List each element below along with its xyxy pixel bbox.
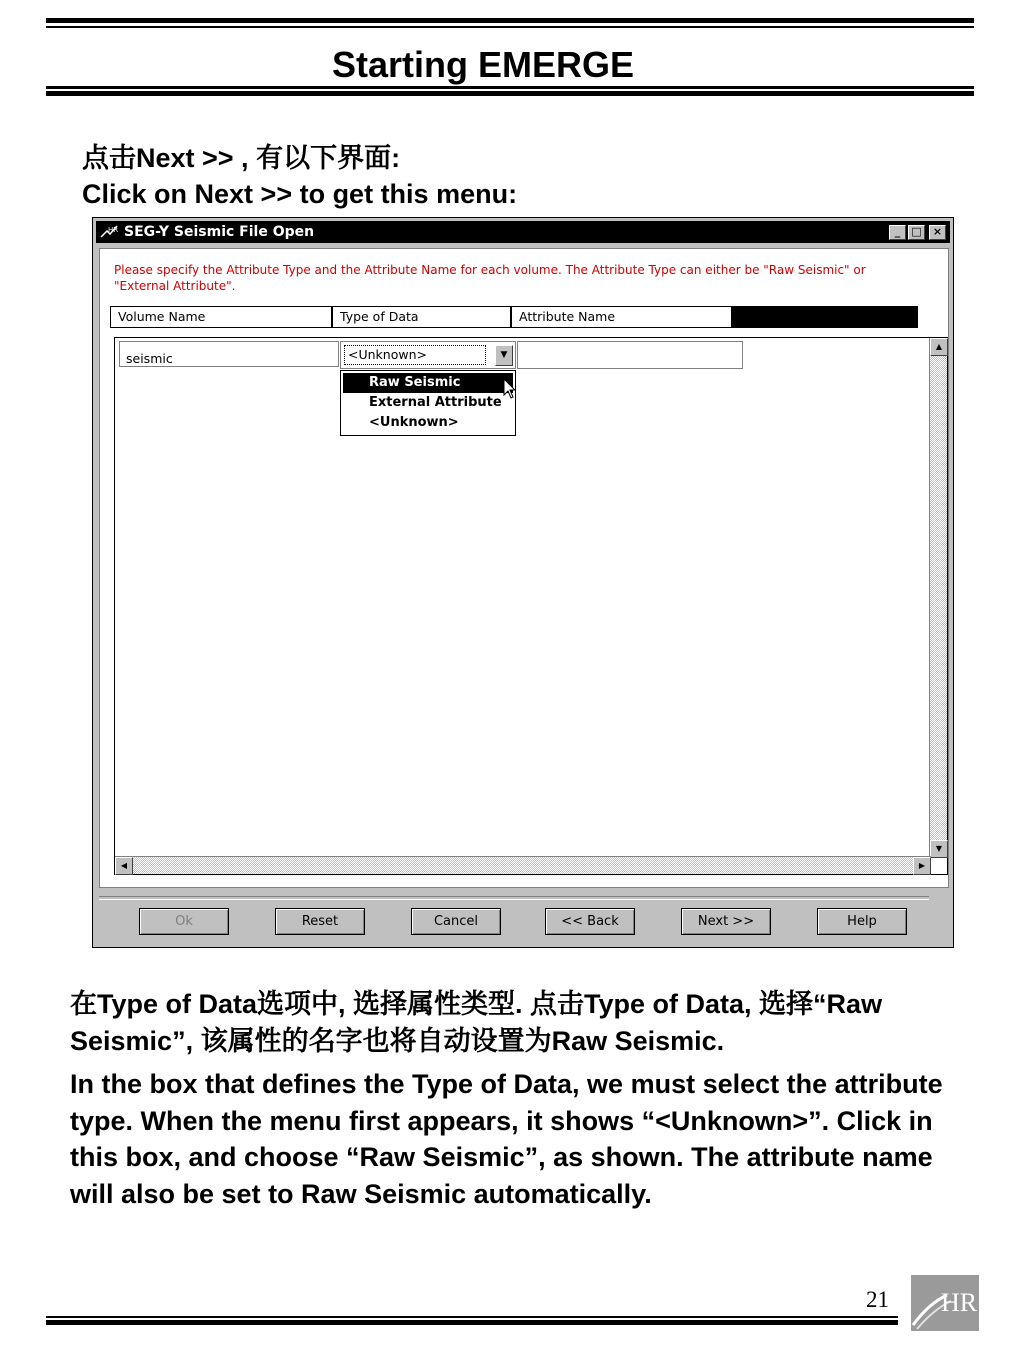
title-rule-2 (46, 91, 974, 96)
attribute-name-cell[interactable] (517, 341, 743, 369)
app-icon (100, 224, 118, 239)
svg-text:HR: HR (941, 1288, 978, 1317)
volume-name-cell[interactable]: seismic (119, 341, 339, 367)
scroll-down-icon[interactable]: ▼ (930, 840, 948, 858)
title-rule (46, 86, 974, 89)
footer-rule (46, 1316, 898, 1318)
explanation-english: In the box that defines the Type of Data, we must select the attribute type. When the menu first appears, it shows “<Unknown>”. Click in this box, and choose “Raw Seismic”, as shown. The attribute name will also be set to Raw Seismic automatically. (70, 1069, 943, 1209)
dropdown-arrow-icon[interactable]: ▼ (495, 345, 513, 366)
instructions-text: Please specify the Attribute Type and the Attribute Name for each volume. The Attribute Type can either be "Raw Seismic" or "External Attribute". (114, 263, 866, 293)
type-of-data-value[interactable]: <Unknown> (344, 345, 486, 365)
volume-table (114, 337, 948, 875)
dialog-titlebar[interactable] (96, 221, 950, 243)
slide-title: Starting EMERGE (331, 44, 635, 85)
column-header-blank (732, 306, 918, 328)
column-header-volume-name[interactable]: Volume Name (110, 306, 332, 328)
back-button[interactable]: << Back (545, 908, 635, 935)
option-external-attribute[interactable]: External Attribute (369, 395, 502, 410)
ok-button[interactable]: Ok (139, 908, 229, 935)
segy-file-open-dialog (92, 217, 954, 948)
footer-rule-2 (46, 1320, 898, 1325)
scroll-left-icon[interactable]: ◀ (115, 857, 133, 875)
top-rule-thin-2 (46, 26, 974, 28)
help-button[interactable]: Help (817, 908, 907, 935)
hr-logo-icon (911, 1275, 979, 1331)
maximize-button[interactable]: □ (908, 225, 925, 240)
top-rule-thin (46, 18, 974, 23)
dialog-separator (99, 896, 929, 900)
vertical-scrollbar[interactable] (929, 338, 947, 858)
dialog-title: SEG-Y Seismic File Open (124, 224, 315, 240)
reset-button[interactable]: Reset (275, 908, 365, 935)
svg-text:HR: HR (108, 226, 118, 234)
type-of-data-dropdown (340, 370, 516, 436)
scroll-right-icon[interactable]: ▶ (913, 857, 931, 875)
intro-english: Click on Next >> to get this menu: (82, 179, 518, 209)
page-number: 21 (866, 1287, 889, 1312)
cancel-button[interactable]: Cancel (411, 908, 501, 935)
volume-panel (99, 248, 949, 888)
type-of-data-combo[interactable] (340, 341, 516, 369)
minimize-button[interactable]: _ (889, 225, 906, 240)
intro-chinese: 点击Next >> , 有以下界面: (82, 143, 401, 173)
mouse-pointer-icon (503, 378, 519, 400)
option-unknown[interactable]: <Unknown> (369, 415, 459, 430)
column-header-attribute-name[interactable]: Attribute Name (511, 306, 732, 328)
close-button[interactable]: × (929, 225, 946, 240)
column-header-type-of-data[interactable]: Type of Data (332, 306, 511, 328)
next-button[interactable]: Next >> (681, 908, 771, 935)
option-raw-seismic[interactable]: Raw Seismic (343, 373, 513, 393)
scroll-up-icon[interactable]: ▲ (930, 338, 948, 356)
explanation-chinese: 在Type of Data选项中, 选择属性类型. 点击Type of Data, 选择“Raw Seismic”, 该属性的名字也将自动设置为Raw Seismic. (70, 989, 883, 1056)
horizontal-scrollbar[interactable] (115, 856, 931, 874)
